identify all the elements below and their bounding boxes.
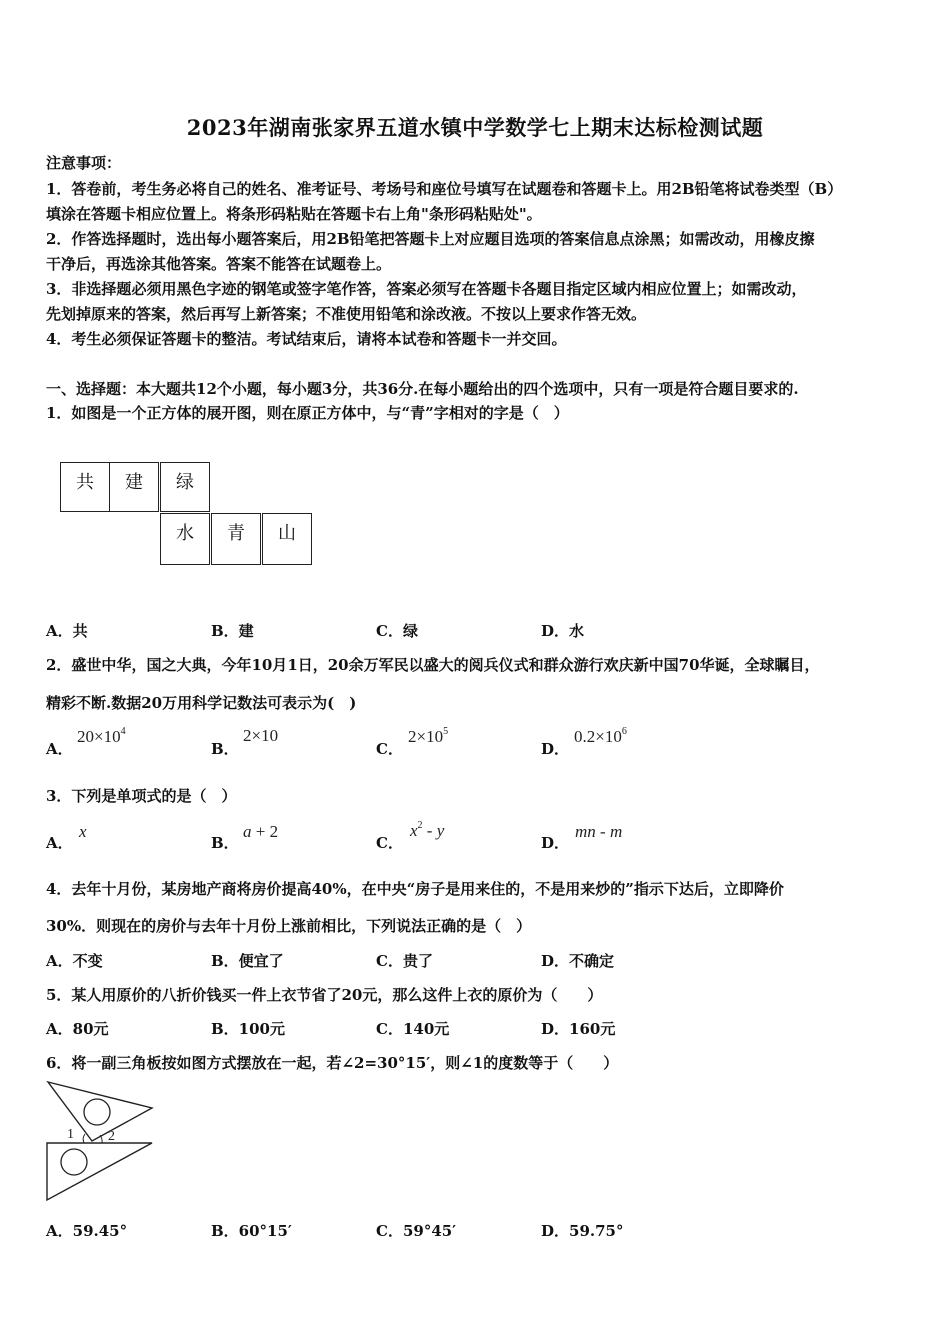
option-d: D．59.75° [541, 1222, 624, 1240]
option-b: B．便宜了 [211, 952, 284, 970]
question-4-stem: 30%．则现在的房价与去年十月份上涨前相比，下列说法正确的是（ ） [46, 917, 532, 935]
question-5-stem: 5．某人用原价的八折价钱买一件上衣节省了20元，那么这件上衣的原价为（ ） [46, 986, 603, 1004]
net-cell: 绿 [160, 462, 210, 512]
option-c: C．140元 [376, 1020, 450, 1038]
angle-2-label: 2 [108, 1129, 115, 1144]
option-b-label: B． [211, 740, 239, 758]
upper-ruler-hole [84, 1099, 110, 1125]
option-d: D．水 [541, 622, 585, 640]
question-6-stem: 6．将一副三角板按如图方式摆放在一起，若∠2=30°15′，则∠1的度数等于（ ） [46, 1054, 619, 1072]
option-d: D．不确定 [541, 952, 615, 970]
angle-1-arc [83, 1134, 85, 1143]
question-1-stem: 1．如图是一个正方体的展开图，则在原正方体中，与“青”字相对的字是（ ） [46, 404, 569, 422]
lower-triangle-ruler [47, 1143, 152, 1200]
option-c-expression: $2\times 10^5$ [408, 726, 449, 746]
question-3-stem: 3．下列是单项式的是（ ） [46, 787, 237, 805]
net-cell: 共 [60, 462, 110, 512]
lower-ruler-hole [61, 1149, 87, 1175]
option-d-label: D． [541, 834, 570, 852]
option-c: C．59°45′ [376, 1222, 457, 1240]
option-b: B．100元 [211, 1020, 285, 1038]
notice-line: 填涂在答题卡相应位置上。将条形码粘贴在答题卡右上角"条形码粘贴处"。 [46, 205, 542, 223]
option-a: A．80元 [46, 1020, 109, 1038]
notice-line: 1．答卷前，考生务必将自己的姓名、准考证号、考场号和座位号填写在试题卷和答题卡上。用2B铅笔将试卷类型（B） [46, 180, 843, 198]
option-d: D．160元 [541, 1020, 616, 1038]
option-d-label: D． [541, 740, 570, 758]
option-b-expression: 2×10 [243, 726, 279, 745]
question-2-stem: 精彩不断.数据20万用科学记数法可表示为( ) [46, 694, 357, 712]
notice-line: 先划掉原来的答案，然后再写上新答案；不准使用铅笔和涂改液。不按以上要求作答无效。 [46, 305, 647, 323]
page-title: 2023年湖南张家界五道水镇中学数学七上期末达标检测试题 [186, 115, 764, 140]
option-d-expression: mn - m [575, 822, 623, 841]
question-2-stem: 2．盛世中华，国之大典，今年10月1日，20余万军民以盛大的阅兵仪式和群众游行欢庆新中国70华诞，全球瞩目， [46, 656, 820, 674]
option-c-label: C． [376, 834, 403, 852]
option-a-expression: $20\times 10^4$ [77, 726, 126, 746]
triangle-rulers-figure [40, 1076, 160, 1206]
option-d-expression: $0.2\times 10^6$ [574, 726, 627, 746]
option-c: C．贵了 [376, 952, 433, 970]
notice-line: 3．非选择题必须用黑色字迹的钢笔或签字笔作答，答案必须写在答题卡各题目指定区域内相应位置上；如需改动， [46, 280, 807, 298]
section-heading: 一、选择题：本大题共12个小题，每小题3分，共36分.在每小题给出的四个选项中，只有一项是符合题目要求的. [46, 380, 799, 398]
notice-line: 干净后，再选涂其他答案。答案不能答在试题卷上。 [46, 255, 392, 273]
option-a: A．59.45° [46, 1222, 128, 1240]
net-cell: 建 [109, 462, 159, 512]
angle-1-label: 1 [67, 1127, 74, 1142]
option-c: C．绿 [376, 622, 418, 640]
option-b: B．建 [211, 622, 254, 640]
option-a: A．共 [46, 622, 88, 640]
question-4-stem: 4．去年十月份，某房地产商将房价提高40%，在中央“房子是用来住的，不是用来炒的”指示下达后，立即降价 [46, 880, 784, 898]
net-cell: 水 [160, 513, 210, 565]
net-cell: 青 [211, 513, 261, 565]
notice-line: 4．考生必须保证答题卡的整洁。考试结束后，请将本试卷和答题卡一并交回。 [46, 330, 567, 348]
option-b: B．60°15′ [211, 1222, 292, 1240]
option-a-label: A． [46, 834, 73, 852]
notice-heading: 注意事项： [46, 154, 122, 172]
notice-line: 2．作答选择题时，选出每小题答案后，用2B铅笔把答题卡上对应题目选项的答案信息点涂黑；如需改动，用橡皮擦 [46, 230, 815, 248]
upper-triangle-ruler [48, 1082, 152, 1141]
option-b-expression: a + 2 [243, 822, 279, 841]
net-cell: 山 [262, 513, 312, 565]
option-b-label: B． [211, 834, 239, 852]
option-a: A．不变 [46, 952, 103, 970]
option-a-label: A． [46, 740, 73, 758]
option-c-label: C． [376, 740, 403, 758]
option-a-expression: x [79, 822, 87, 841]
option-c-expression: $x^2$ - y [410, 820, 445, 840]
